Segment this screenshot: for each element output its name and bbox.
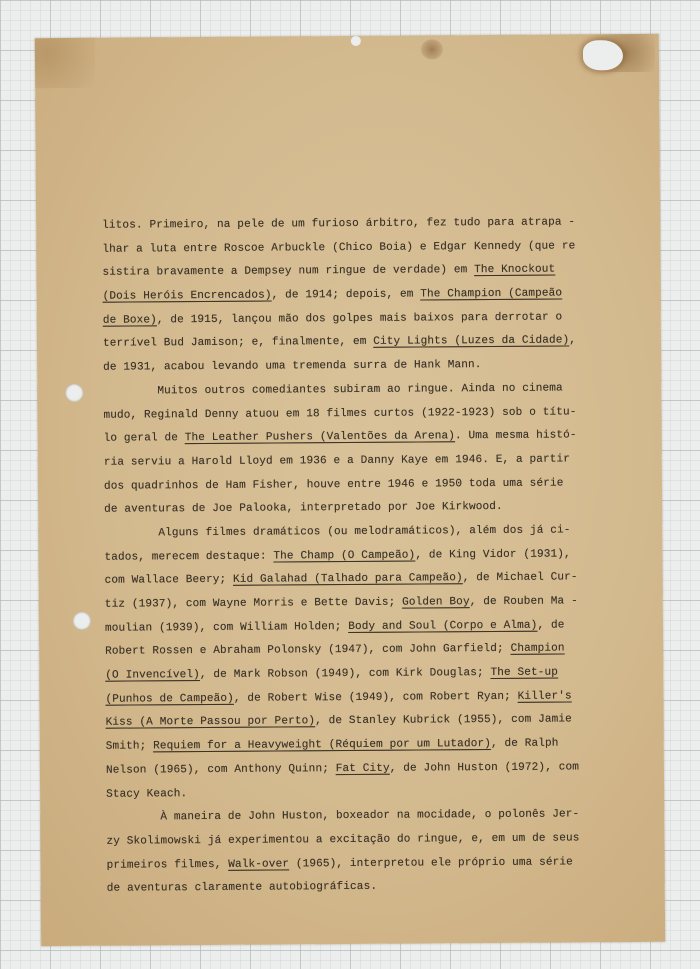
film-title: The Set-up xyxy=(490,666,559,680)
stain-mark xyxy=(421,39,443,59)
film-title: Kiss (A Morte Passou por Perto) xyxy=(105,715,316,730)
text-segment: de aventuras de Joe Palooka, interpretado por Joe Kirkwood. xyxy=(104,501,503,516)
text-line xyxy=(105,590,635,617)
text-segment: , xyxy=(569,334,577,347)
film-title: The Knockout xyxy=(474,263,556,277)
document-page xyxy=(35,34,665,946)
text-segment: , de Robert Wise (1949), com Robert Ryan; xyxy=(233,690,518,705)
film-title: Champion xyxy=(510,642,565,656)
film-title: Golden Boy xyxy=(402,596,470,609)
text-segment: À maneira de John Huston, boxeador na mocidade, o polonês Jer- xyxy=(106,808,580,824)
text-segment: , de Mark Robson (1949), com Kirk Douglas; xyxy=(199,667,491,682)
text-segment: , de John Huston (1972), com xyxy=(389,761,580,775)
text-segment: litos. Primeiro, na pele de um furioso árbitro, fez tudo para atrapa - xyxy=(102,216,576,232)
text-line xyxy=(107,851,637,878)
text-line xyxy=(103,329,633,356)
text-segment: lhar a luta entre Roscoe Arbuckle (Chico Boia) e Edgar Kennedy (que re xyxy=(102,240,576,256)
film-title: (Dois Heróis Encrencados) xyxy=(102,289,272,303)
text-line xyxy=(104,472,634,499)
text-segment: tados, merecem destaque: xyxy=(104,550,274,564)
text-segment: , de Stanley Kubrick (1955), com Jamie xyxy=(315,713,572,728)
film-title: Kid Galahad (Talhado para Campeão) xyxy=(232,572,463,587)
text-line xyxy=(106,732,636,759)
text-segment: Stacy Keach. xyxy=(106,787,188,801)
text-segment: terrível Bud Jamison; e, finalmente, em xyxy=(102,336,374,351)
film-title: (O Invencível) xyxy=(105,669,200,682)
text-line xyxy=(104,519,634,546)
film-title: de Boxe) xyxy=(102,314,157,327)
torn-corner xyxy=(583,40,623,70)
film-title: City Lights (Luzes da Cidade) xyxy=(373,334,570,349)
text-segment: Smith; xyxy=(105,740,154,753)
film-title: Body and Soul (Corpo e Alma) xyxy=(348,619,538,633)
text-segment: , de Ralph xyxy=(490,737,559,751)
text-line xyxy=(107,874,637,901)
text-segment: dos quadrinhos de Ham Fisher, houve entre 1946 e 1950 toda uma série xyxy=(103,477,564,493)
text-segment: , de 1915, lançou mão dos golpes mais baixos para derrotar o xyxy=(156,311,563,327)
text-segment: , de King Vidor (1931), xyxy=(415,548,571,562)
text-line xyxy=(106,803,636,830)
text-segment: , de Rouben Ma - xyxy=(469,595,578,609)
text-segment: Muitos outros comediantes subiram ao ringue. Ainda no cinema xyxy=(103,382,563,398)
film-title: The Champ (O Campeão) xyxy=(273,549,416,563)
text-line xyxy=(104,424,634,451)
text-segment: , de xyxy=(537,619,565,632)
text-segment: Nelson (1965), com Anthony Quinn; xyxy=(105,762,336,777)
text-segment: , de Michael Cur- xyxy=(462,571,578,585)
film-title: (Punhos de Campeão) xyxy=(105,692,234,706)
text-line xyxy=(106,756,636,783)
text-segment: mudo, Reginald Denny atuou em 18 filmes curtos (1922-1923) sob o títu- xyxy=(103,405,577,422)
text-segment: de aventuras claramente autobiográficas. xyxy=(106,881,378,895)
text-segment: primeiros filmes, xyxy=(106,858,229,872)
text-segment: tiz (1937), com Wayne Morris e Bette Davis; xyxy=(104,596,403,611)
text-segment: Alguns filmes dramáticos (ou melodramáticos), além dos já ci- xyxy=(104,524,571,540)
text-segment: lo geral de xyxy=(103,432,185,445)
text-line xyxy=(106,827,636,854)
punch-hole xyxy=(73,612,91,630)
film-title: Killer's xyxy=(517,690,572,703)
film-title: Requiem for a Heavyweight (Réquiem por um Lutador) xyxy=(153,738,492,753)
film-title: The Champion (Campeão xyxy=(420,287,563,301)
text-line xyxy=(105,661,635,688)
text-segment: ria serviu a Harold Lloyd em 1936 e a Danny Kaye em 1946. E, a partir xyxy=(103,453,571,469)
text-segment: , de 1914; depois, em xyxy=(271,288,421,302)
film-title: The Leather Pushers (Valentões da Arena) xyxy=(184,430,456,445)
text-segment: Robert Rossen e Abraham Polonsky (1947), com John Garfield; xyxy=(105,643,511,659)
text-segment: com Wallace Beery; xyxy=(104,574,234,588)
text-line xyxy=(104,448,634,475)
text-line xyxy=(103,282,633,309)
film-title: Walk-over xyxy=(228,857,290,871)
text-segment: moulian (1939), com William Holden; xyxy=(104,620,349,635)
text-segment: zy Skolimowski já experimentou a excitação do ringue, e, em um de seus xyxy=(106,832,580,848)
text-segment: . Uma mesma histó- xyxy=(454,429,577,443)
text-line xyxy=(103,377,633,404)
punch-hole xyxy=(65,384,83,402)
nail-hole xyxy=(351,36,361,46)
text-line xyxy=(102,211,632,238)
film-title: Fat City xyxy=(335,762,390,775)
text-segment: sistira bravamente a Dempsey num ringue de verdade) em xyxy=(102,264,475,280)
corner-stain xyxy=(35,38,95,88)
typewritten-text xyxy=(102,211,637,902)
text-segment: (1965), interpretou ele próprio uma série xyxy=(289,856,573,870)
text-segment: de 1931, acabou levando uma tremenda surra de Hank Mann. xyxy=(103,359,482,374)
